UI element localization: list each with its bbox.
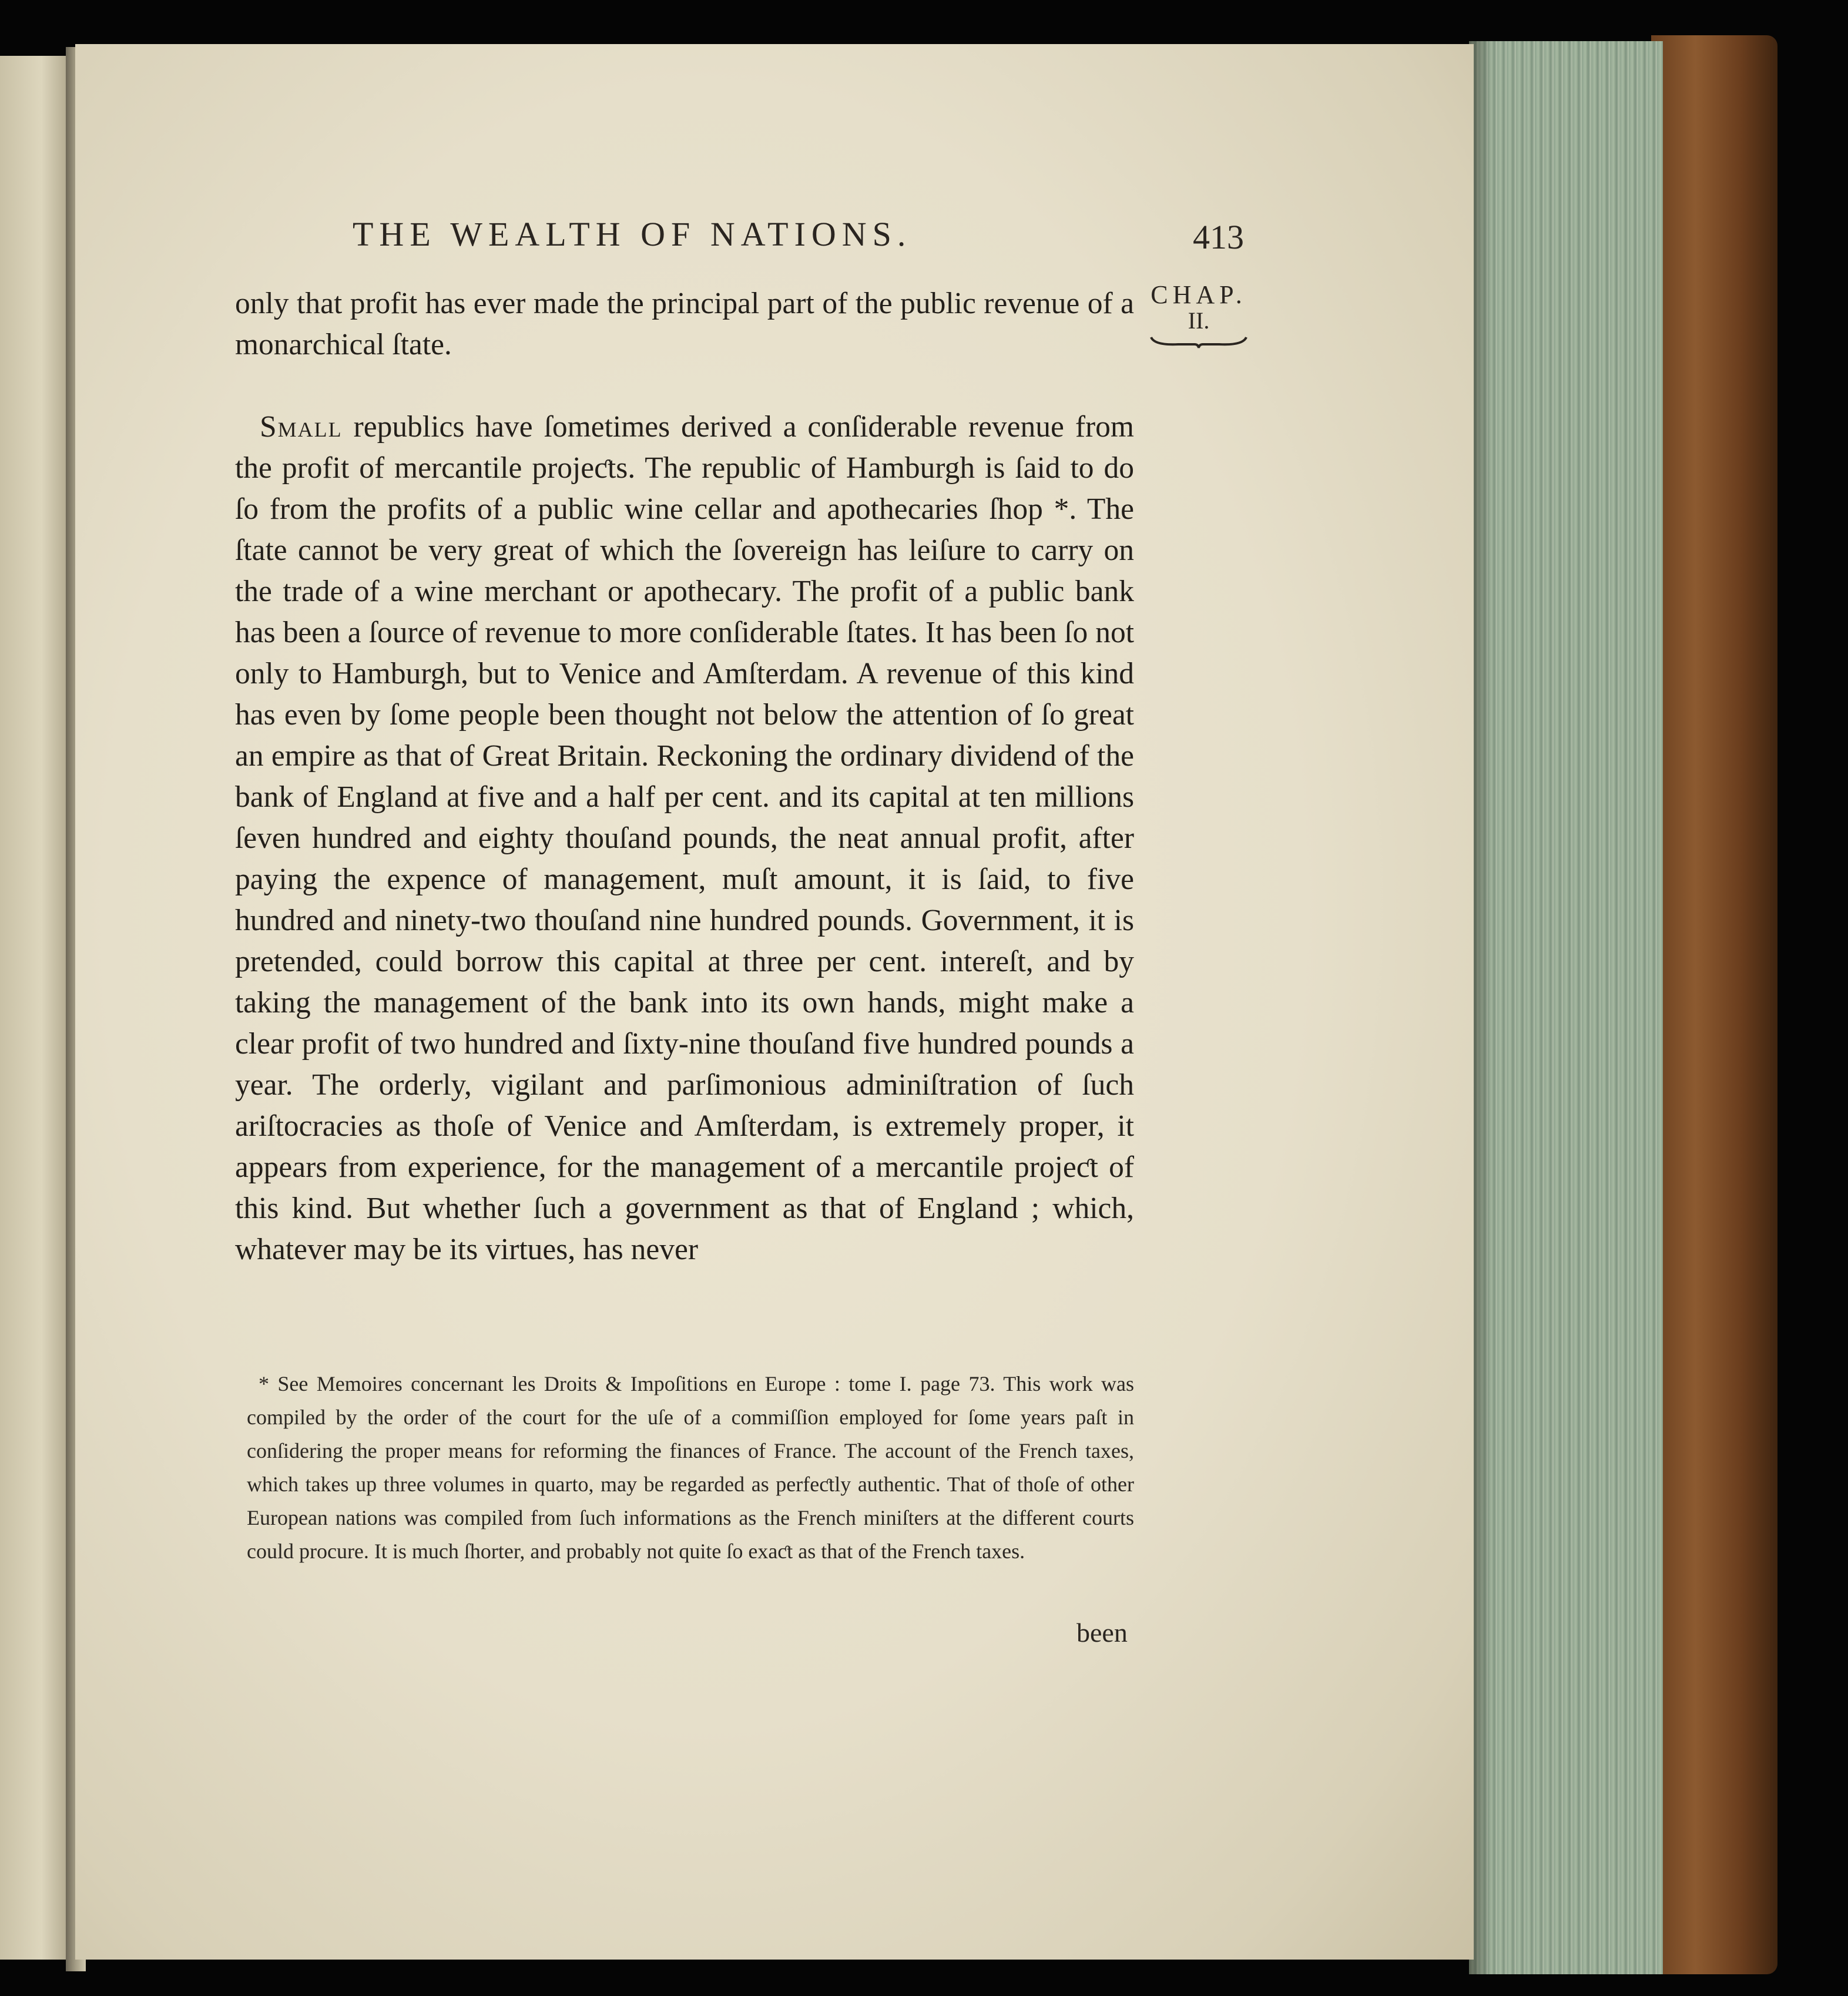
- brace-ornament: [1149, 335, 1249, 349]
- chapter-label: CHAP.: [1151, 280, 1247, 309]
- page-number: 413: [1193, 218, 1244, 256]
- left-page-edge: [0, 56, 75, 1960]
- paragraph-2: [235, 407, 1134, 1270]
- chapter-marker: [1140, 281, 1257, 349]
- footnote: [247, 1367, 1134, 1568]
- paragraph-2-text: republics have ſometimes derived a conſiderable revenue from the profit of mercantile projeƈts. The republic of Hamburgh is ſaid to do ſo from the profits of a public wine cellar and apothecaries ſhop *. The ſtate cannot be very great of which the ſovereign has leiſure to carry on the trade of a wine merchant or apothecary. The profit of a public bank has been a ſource of revenue to more conſiderable ſtates. It has been ſo not only to Hamburgh, but to Venice and Amſterdam. A revenue of this kind has even by ſome people been thought not below the attention of ſo great an empire as that of Great Britain. Reckoning the ordinary dividend of the bank of England at five and a half per cent. and its capital at ten millions ſeven hundred and eighty thouſand pounds, the neat annual profit, after paying the expence of management, muſt amount, it is ſaid, to five hundred and ninety-two thouſand nine hundred pounds. Government, it is pretended, could borrow this capital at three per cent. intereſt, and by taking the management of the bank into its own hands, might make a clear profit of two hundred and ſixty-nine thouſand five hundred pounds a year. The orderly, vigilant and parſimonious adminiſtration of ſuch ariſtocracies as thoſe of Venice and Amſterdam, is extremely proper, it appears from experience, for the management of a mercantile projeƈt of this kind. But whether ſuch a government as that of England ; which, whatever may be its virtues, has never: [235, 410, 1134, 1266]
- running-head: THE WEALTH OF NATIONS.: [353, 215, 912, 253]
- paragraph-1: only that profit has ever made the principal part of the public revenue of a monarchical ſtate.: [235, 287, 1134, 361]
- main-text: [235, 283, 1134, 1270]
- leather-cover: [1651, 35, 1777, 1974]
- chapter-number: II.: [1188, 307, 1210, 334]
- catchword: been: [1076, 1618, 1128, 1648]
- footnote-text: * See Memoires concernant les Droits & Impoſitions en Europe : tome I. page 73. This work was compiled by the order of the court for the uſe of a commiſſion employed for ſome years paſt in conſidering the proper means for reforming the finances of France. The account of the French taxes, which takes up three volumes in quarto, may be regarded as perfeƈtly authentic. That of thoſe of other European nations was compiled from ſuch informations as the French miniſters at the different courts could procure. It is much ſhorter, and probably not quite ſo exaƈt as that of the French taxes.: [247, 1372, 1134, 1563]
- page-fore-edge: [1469, 41, 1663, 1974]
- paragraph-lead-word: Small: [260, 410, 343, 444]
